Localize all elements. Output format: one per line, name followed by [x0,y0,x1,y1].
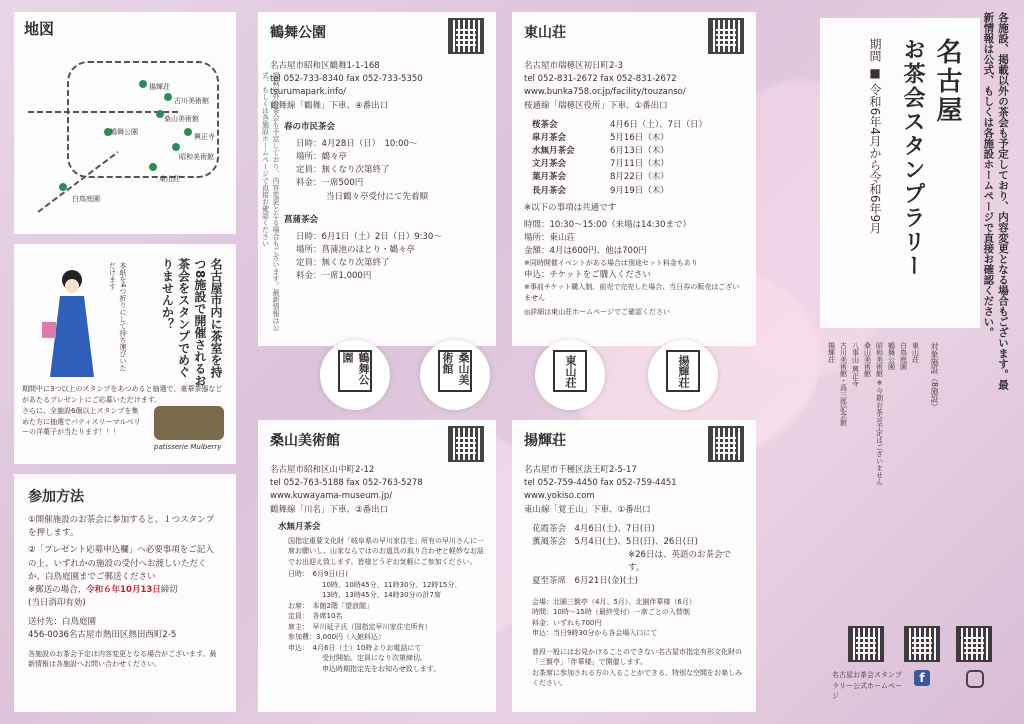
stamp-kuwayama: 桑山美術館 [420,340,490,410]
info-line: 時間：10時～15時（最終受付）一席ごとの入替制 [532,608,690,617]
event-name: 葉月茶会 [532,172,567,183]
venue-url[interactable]: www.yokiso.com [524,491,595,502]
event-line: 席主： 早川延子氏（国指定早川家住宅所有） [288,622,432,631]
mail-note: ※郵送の場合、 [28,584,87,595]
venue-name: 揚輝荘 [524,433,566,449]
common-note: ※以下の事項は共通です [524,202,617,213]
event-line: 当日鶴々亭受付にて先着順 [326,191,429,202]
step-2: ②「プレゼント応募申込欄」へ必要事項をご記入の上、いずれかの施設の受付へお渡しいただくか、白鳥庭園までご郵送ください [28,545,214,582]
yokiso-card [512,420,756,712]
map-label: 白鳥庭園 [72,195,100,203]
event-line: 花霞茶会 4月6日(土)、7日(日) [532,523,655,534]
venue-url[interactable]: tsurumapark.info/ [270,87,347,98]
stamp-yokiso: 揚輝荘 [648,340,718,410]
howto-card [14,474,236,712]
qr-code[interactable] [448,426,484,462]
event-line: 10時、10時45分、11時30分、12時15分、 [322,580,462,589]
event-date: 8月22日（木） [610,172,669,183]
facebook-icon[interactable]: f [914,670,930,686]
event-desc: 国指定重要文化財「岐阜県の早川家住宅」所有の早川さんに一席お願いし、山家ならではのお道具の取り合わせと軽妙なお話でお出迎え致します。皆様どうぞお気軽にご参加ください。 [288,536,484,566]
period: 期間 ■ 令和6年4月から令和6年9月 [868,38,882,235]
event-title: 水無月茶会 [278,521,321,532]
venue-address: 名古屋市千種区法王町2-5-17 [524,465,637,475]
cake-photo [154,406,224,440]
target-item: 揚輝荘 [827,342,836,363]
postmark-note: (当日消印有効) [28,598,86,609]
event-fee: 金額：4月は600円、他は700円 [524,246,647,257]
event-title: 春の市民茶会 [284,121,336,132]
event-name: 文月茶会 [532,159,567,170]
venue-access: 桜通線「瑞穂区役所」下車、①番出口 [524,100,668,111]
venue-address: 名古屋市昭和区鶴舞1-1-168 [270,61,380,71]
target-item: 鶴舞公園 [887,342,896,370]
event-line: 日時：4月28日（日） 10:00～ [296,138,418,149]
promo-text: 期間中に3つ以上のスタンプをあつめると抽選で、豪華茶器などがあたるプレゼントにご応募いただけます。 [22,385,223,404]
event-date: 6月13日（木） [610,146,669,157]
stamp-higashiyama: 東山荘 [535,340,605,410]
kimono-figure-illustration [32,262,112,382]
targets-label: 対象施設（8施設） [930,342,939,412]
event-line: 定員：無くなり次第終了 [296,165,390,176]
event-name: 皐月茶会 [532,132,567,143]
tsuruma-card [258,12,496,346]
event-title: 菖蒲茶会 [284,214,319,225]
event-name: 水無月茶会 [532,146,575,157]
map-label: 興正寺 [194,133,215,141]
side-note: 掲載以外の茶会も予定しており、内容変更となる場合もございます。最新情報は公式、もしくは各施設ホームページで直接お確認ください [261,72,280,331]
event-line: 薫風茶会 5月4日(土)、5日(日)、26日(日) [532,536,698,547]
event-line: 申込時期指定先をお知らせ致します。 [322,664,441,673]
event-line: 受付開始。定員になり次第締切。 [322,654,427,663]
note-line: お茶席に参加される方の入ることができる、特別な空間をお楽しみください。 [532,668,742,688]
event-date: 9月19日（木） [610,185,669,196]
map-label: 揚輝荘 [149,83,170,91]
venue-access: 東山線「覚王山」下車、①番出口 [524,504,651,515]
target-item: 八事山 興正寺 [851,342,860,387]
venue-tel: tel 052-831-2672 fax 052-831-2672 [524,74,677,85]
venue-address: 名古屋市昭和区山中町2-12 [270,465,375,475]
event-line: 場所：菖蒲池のほとり・鶴々亭 [296,245,416,256]
info-line: 会場：北園三賢亭（4月、5月）、北園伴華楼（6月） [532,597,696,606]
higashiyama-card [512,12,756,346]
map-card [14,12,236,234]
map-label: 鶴舞公園 [110,128,138,136]
venue-access: 鶴舞線「川名」下車、②番出口 [270,504,389,515]
venue-tel: tel 052-733-8340 fax 052-733-5350 [270,74,423,85]
event-line: 13時、13時45分、14時30分の計7席 [322,591,441,600]
mulberry-logo: patisserie Mulberry [154,443,222,451]
qr-code[interactable] [448,18,484,54]
venue-tel: tel 052-759-4450 fax 052-759-4451 [524,478,677,489]
venue-tel: tel 052-763-5188 fax 052-763-5278 [270,478,423,489]
kuwayama-card [258,420,496,712]
map-label: 桑山美術館 [164,115,199,123]
send-address: 456-0036名古屋市熱田区熱田西町2-5 [28,630,177,641]
intro-card [14,244,236,464]
title-main2: お茶会スタンプラリー [900,38,925,278]
footer-note: 各施設のお茶会予定は内容変更となる場合がございます。最新情報は各施設へお問い合わせください。 [28,649,217,669]
event-line: 定員：無くなり次第終了 [296,258,390,269]
target-item: 東山荘 [911,342,920,363]
stamp-tsuruma: 鶴舞公園 [320,340,390,410]
apply: 申込：チケットをご購入ください [524,269,651,280]
event-line: 夏至茶席 6月21日(金)(土) [532,576,638,587]
info-line: 申込：当日9時30分から各会場入口にて [532,629,658,638]
note-line: 普段一般にはお見かけることのできない名古屋市指定有形文化財の「三賢亭」「伴華楼」で開催します。 [532,647,742,667]
map-label: 昭和美術館 [179,153,214,161]
event-date: 4月6日（土）、7日（日） [610,119,707,130]
event-line: 場所：鶴々亭 [296,152,348,163]
social-label: 名古屋お茶会スタンプラリー公式ホームページ [832,671,902,700]
instagram-qr-code[interactable] [956,626,992,662]
event-time: 時間：10:30～15:00（来場は14:30まで） [524,219,691,230]
howto-title: 参加方法 [28,489,84,505]
venue-url[interactable]: www.bunka758.or.jp/facility/touzanso/ [524,87,686,98]
send-label: 送付先：白鳥庭園 [28,617,97,628]
map-label: 東山荘 [159,175,180,183]
event-line: 日時：6月1日（土）2日（日）9:30～ [296,231,442,242]
event-line: 参加費：3,000円（入館料込） [288,633,386,642]
facebook-qr-code[interactable] [904,626,940,662]
fee-note: ※同時開催イベントがある場合は別途セット料金もあり [524,259,698,268]
event-line: ※26日は、英語のお茶会です。 [628,550,731,574]
event-place: 場所：東山荘 [524,233,576,244]
intro-text: 名古屋市内に茶室を持つ8施設で開催されるお茶会をスタンプでめぐりませんか？ [160,258,223,387]
target-item: 古川美術館・爲三郎記念館 [839,342,848,426]
target-item: 桑山美術館 [863,342,872,377]
event-line: 料金：一席1,000円 [296,271,372,282]
event-line: 定員： 各席10名 [288,612,343,621]
deadline-suffix: 締切 [160,584,178,595]
venue-name: 鶴舞公園 [270,25,326,41]
qr-code[interactable] [708,18,744,54]
qr-code[interactable] [848,626,884,662]
apply-note: ※事前チケット購入制、前売で完売した場合、当日券の販売はございません [524,283,740,302]
qr-code[interactable] [708,426,744,462]
event-name: 桜茶会 [532,119,558,130]
title-main1: 名古屋 [932,38,962,125]
notice: 各施設、掲載以外の茶会も予定しており、内容変更となる場合もございます。最新情報は公式、もしくは各施設ホームページで直接お確認ください。 [982,12,1009,390]
event-date: 7月11日（木） [610,159,669,170]
venue-name: 桑山美術館 [270,433,340,449]
event-line: お席： 本館2階「望浪閣」 [288,601,373,610]
venue-access: 鶴舞線「鶴舞」下車、④番出口 [270,100,389,111]
event-date: 5月16日（木） [610,132,669,143]
event-line: 申込： 4月6日（土）10時よりお電話にて [288,643,422,652]
fold-note: 本紙を4つ折りにして持ち運びいただけます [108,262,127,372]
target-item: 昭和美術館 ※今期お茶会予定はございません [875,342,884,486]
target-item: 白鳥庭園 [899,342,908,370]
deadline: 令和６年10月13日 [86,584,161,595]
instagram-icon[interactable] [966,670,984,688]
venue-address: 名古屋市瑞穂区初日町2-3 [524,61,623,71]
event-name: 長月茶会 [532,185,567,196]
step-1: ①開催施設のお茶会に参加すると、１つスタンプを押します。 [28,515,215,539]
info-line: 料金：いずれも700円 [532,618,602,627]
event-line: 料金：一席500円 [296,178,364,189]
event-line: 日時： 6月9日(日) [288,570,348,579]
promo2-text: さらに、全施設6個以上スタンプを集めた方に抽選でパティスリーマルベリーの洋菓子が当たります！！！ [22,407,141,436]
title-panel [820,18,980,328]
detail-note: ◎詳細は東山荘ホームページでご確認ください [524,308,670,317]
venue-url[interactable]: www.kuwayama-museum.jp/ [270,491,393,502]
map-label: 古川美術館 [174,97,209,105]
map-title: 地図 [24,20,55,38]
venue-name: 東山荘 [524,25,566,41]
